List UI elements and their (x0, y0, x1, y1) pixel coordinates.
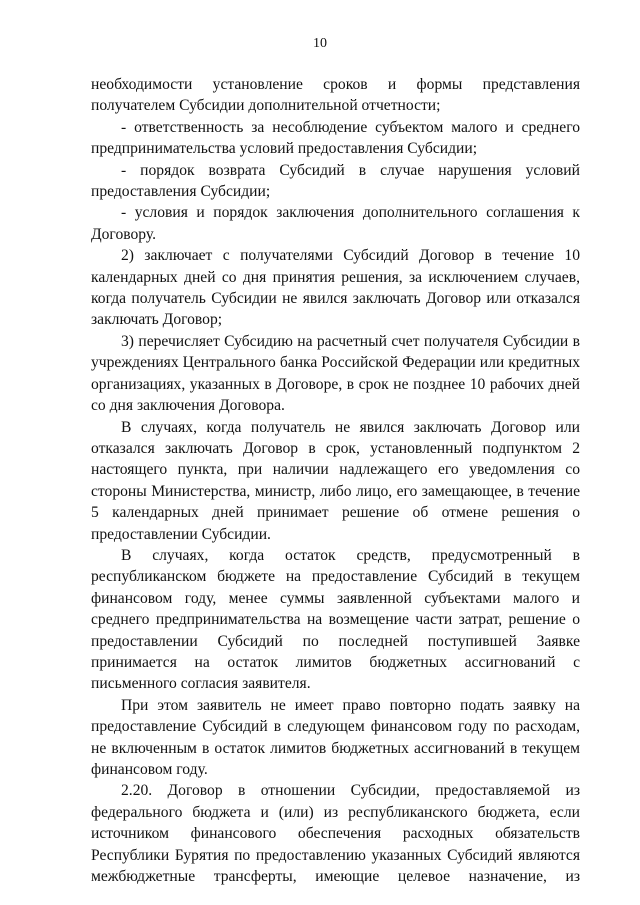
document-body (91, 74, 580, 887)
page-number: 10 (313, 36, 327, 51)
paragraph-reapplication: При этом заявитель не имеет право повторно подать заявку на предоставление Субсидий в следующем финансовом году по расходам, не включенным в остаток лимитов бюджетных ассигнований в текущем финансовом году. (91, 696, 580, 778)
paragraph-item-3: 3) перечисляет Субсидию на расчетный счет получателя Субсидии в учреждениях Центрального банка Российской Федерации или кредитных организациях, указанных в Договоре, в срок не позднее 10 рабочих дней со дня заключения Договора. (91, 332, 580, 415)
paragraph-refund-procedure: - порядок возврата Субсидий в случае нарушения условий предоставления Субсидии; (91, 161, 580, 201)
paragraph-additional-agreement: - условия и порядок заключения дополнительного соглашения к Договору. (91, 204, 580, 243)
paragraph-refusal-cases: В случаях, когда получатель не явился заключать Договор или отказался заключать Договор в срок, установленный подпунктом 2 настоящего пункта, при наличии надлежащего его уведомления со стороны Министерства, министр, либо лицо, его замещающее, в течение 5 календарных дней принимает решение об отмене решения о предоставлении Субсидии. (91, 418, 580, 543)
paragraph-balance-cases: В случаях, когда остаток средств, предусмотренный в республиканском бюджете на предоставление Субсидий в текущем финансовом году, менее суммы заявленной субъектами малого и среднего предпринимательства на возмещение части затрат, решение о предоставлении Субсидий по последней поступившей Заявке принимается на остаток лимитов бюджетных ассигнований с письменного согласия заявителя. (91, 546, 580, 693)
paragraph-continuation: необходимости установление сроков и формы представления получателем Субсидии дополнительной отчетности; (91, 76, 580, 115)
paragraph-responsibility: - ответственность за несоблюдение субъектом малого и среднего предпринимательства условий предоставления Субсидии; (91, 118, 580, 158)
paragraph-2-20: 2.20. Договор в отношении Субсидии, предоставляемой из федерального бюджета и (или) из республиканского бюджета, если источником финансового обеспечения расходных обязательств Республики Бурятия по предоставлению указанных Субсидий являются межбюджетные трансферты, имеющие целевое назначение, из (91, 782, 580, 886)
paragraph-item-2: 2) заключает с получателями Субсидий Договор в течение 10 календарных дней со дня принятия решения, за исключением случаев, когда получатель Субсидии не явился заключать Договор или отказался заключать Договор; (91, 247, 580, 329)
